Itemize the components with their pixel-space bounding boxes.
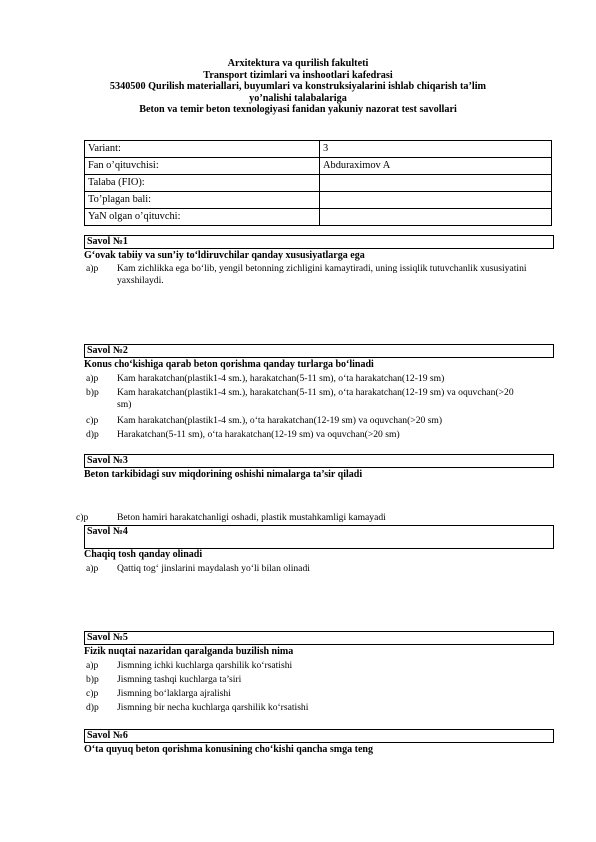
answer-key: c)p — [86, 688, 99, 699]
question-text-4: Chaqiq tosh qanday olinadi — [84, 549, 203, 560]
answer-item — [86, 688, 546, 700]
info-label: Fan o’qituvchisi: — [85, 158, 320, 175]
answer-text: Jismning bir necha kuchlarga qarshilik ko‘rsatishi — [117, 702, 309, 713]
answer-text: Kam harakatchan(plastik1-4 sm.), o‘ta harakatchan(12-19 sm) va oquvchan(>20 sm) — [117, 415, 443, 426]
question-title-1: Savol №1 — [84, 235, 554, 249]
answer-key: d)p — [86, 429, 99, 440]
answer-item — [86, 415, 546, 427]
answer-key: a)p — [86, 373, 99, 384]
answer-key: b)p — [86, 674, 99, 685]
department-title: Transport tizimlari va inshootlari kafedrasi — [203, 69, 393, 81]
answer-text: Jismning ichki kuchlarga qarshilik ko‘rsatishi — [117, 660, 293, 671]
info-value — [320, 192, 552, 209]
question-title-3: Savol №3 — [84, 454, 554, 468]
info-row — [85, 175, 552, 192]
answer-item — [76, 512, 546, 524]
info-row — [85, 158, 552, 175]
question-text-2: Konus cho‘kishiga qarab beton qorishma qanday turlarga bo‘linadi — [84, 359, 374, 370]
info-value: 3 — [320, 141, 552, 158]
info-value — [320, 175, 552, 192]
answer-text: Kam harakatchan(plastik1-4 sm.), harakatchan(5-11 sm), o‘ta harakatchan(12-19 sm) — [117, 373, 445, 384]
question-title-5: Savol №5 — [84, 631, 554, 645]
question-text-5: Fizik nuqtai nazaridan qaralganda buzilish nima — [84, 646, 294, 657]
answer-key: a)p — [86, 563, 99, 574]
question-text-3: Beton tarkibidagi suv miqdorining oshishi nimalarga ta’sir qiladi — [84, 469, 363, 480]
document-header — [60, 58, 536, 116]
answer-key: c)p — [76, 512, 89, 523]
info-row — [85, 141, 552, 158]
info-row — [85, 192, 552, 209]
info-label: Talaba (FIO): — [85, 175, 320, 192]
answer-key: a)p — [86, 660, 99, 671]
info-table — [84, 140, 552, 226]
answer-text: Qattiq tog‘ jinslarini maydalash yo‘li bilan olinadi — [117, 563, 310, 574]
answer-item — [86, 674, 546, 686]
info-value: Abduraximov A — [320, 158, 552, 175]
answer-item — [86, 563, 546, 575]
answer-item — [86, 373, 546, 385]
info-row — [85, 209, 552, 226]
answer-key: b)p — [86, 387, 99, 398]
answer-item — [86, 660, 546, 672]
answer-key: d)p — [86, 702, 99, 713]
answer-item — [86, 702, 546, 714]
test-title: Beton va temir beton texnologiyasi fanidan yakuniy nazorat test savollari — [139, 104, 457, 116]
answer-item — [86, 387, 546, 413]
info-label: Variant: — [85, 141, 320, 158]
info-label: To’plagan bali: — [85, 192, 320, 209]
answer-text: Kam harakatchan(plastik1-4 sm.), harakatchan(5-11 sm), o‘ta harakatchan(12-19 sm) va oquvchan(>20 sm) — [117, 387, 514, 410]
program-title: 5340500 Qurilish materiallari, buyumlari va konstruksiyalarini ishlab chiqarish ta’lim — [109, 81, 487, 93]
answer-text: Beton hamiri harakatchanligi oshadi, plastik mustahkamligi kamayadi — [117, 512, 386, 523]
answer-key: c)p — [86, 415, 99, 426]
answer-key: a)p — [86, 263, 99, 274]
answer-text: Jismning bo‘laklarga ajralishi — [117, 688, 231, 699]
question-text-1: G‘ovak tabiiy va sun’iy to‘ldiruvchilar qanday xususiyatlarga ega — [84, 250, 365, 261]
question-title-2: Savol №2 — [84, 344, 554, 358]
question-title-4: Savol №4 — [84, 525, 554, 549]
answer-item — [86, 429, 546, 441]
faculty-title: Arxitektura va qurilish fakulteti — [227, 58, 369, 69]
question-title-6: Savol №6 — [84, 729, 554, 743]
program-subtitle: yo’nalishi talabalariga — [249, 92, 347, 104]
answer-text: Jismning tashqi kuchlarga ta’siri — [117, 674, 242, 685]
question-text-6: O‘ta quyuq beton qorishma konusining cho‘kishi qancha smga teng — [84, 744, 373, 755]
answer-item — [86, 263, 546, 289]
info-value — [320, 209, 552, 226]
answer-text: Harakatchan(5-11 sm), o‘ta harakatchan(12-19 sm) va oquvchan(>20 sm) — [117, 429, 400, 440]
answer-text: Kam zichlikka ega bo‘lib, yengil betonning zichligini kamaytiradi, uning issiqlik tutuvchanlik xususiyatini yaxshilaydi. — [117, 263, 527, 286]
info-label: YaN olgan o’qituvchi: — [85, 209, 320, 226]
